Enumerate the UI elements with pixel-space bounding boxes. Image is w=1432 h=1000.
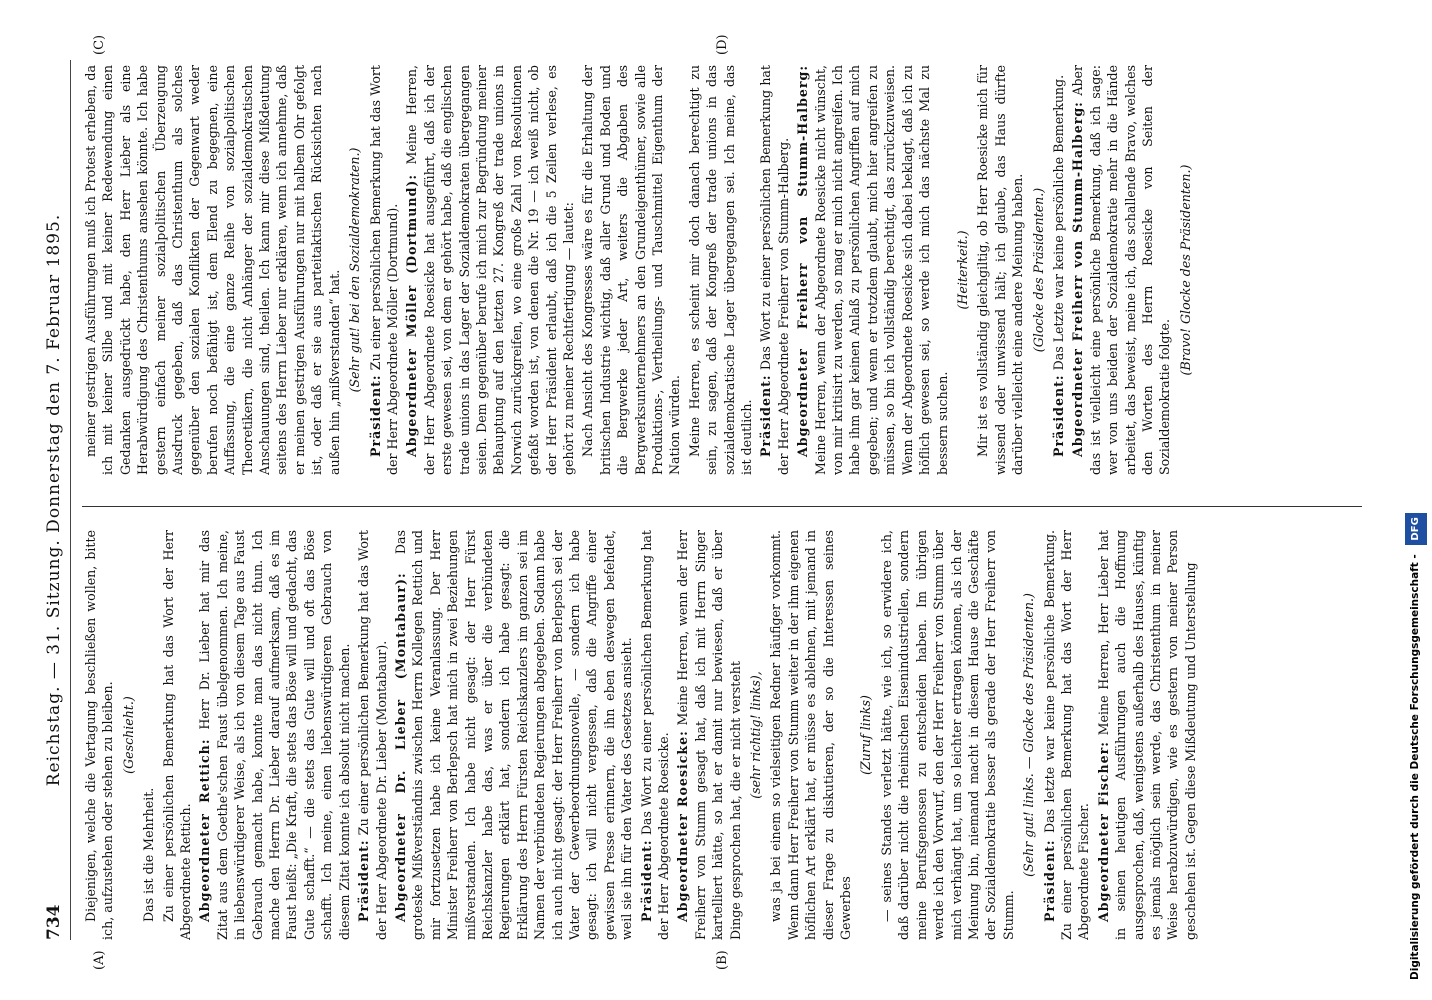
speaker-name: Präsident: — [356, 839, 372, 922]
speaker-name: Abgeordneter Roesicke: — [675, 730, 691, 922]
paragraph — [1041, 530, 1093, 940]
paragraph — [403, 65, 577, 475]
speaker-name: Präsident: — [367, 374, 383, 457]
paragraph-text: was ja bei einem so vielseitigen Redner häufiger vorkommt. Wenn dann Herr Freiherr von Stumm weiter in der ihm eigenen höflichen Art erklärt hat, er müsse es ablehnen, mit jemand in dieser Frage zu diskutieren, der so die Interessen seines Gewerbes — [768, 530, 854, 940]
paragraph-text: Herr Dr. Lieber hat mir das Zitat aus dem Goethe'schen Faust übelgenommen. Ich meine, in liebenswürdigerer Weise, als ich von diesem Tage aus Faust Gebrauch gemacht habe, konnte man das nicht thun. Ich mache den Herrn Dr. Lieber darauf aufmerksam, daß es im Faust heißt: „Die Kraft, die stets das Böse will und gedacht, das Gute schafft.“ — die stets das Gute will und oft das Böse schafft. Ich meine, einen liebenswürdigeren Gebrauch von diesem Zitat konnte ich absolut nicht machen. — [197, 530, 352, 940]
paragraph-text: (sehr richtig! links), — [748, 671, 764, 799]
paragraph-text: Das Letzte war keine persönliche Bemerkung. — [1050, 74, 1066, 371]
interjection — [120, 530, 137, 940]
margin-mark-a: (A) — [92, 950, 107, 970]
paragraph-text: Meine Herren, der Herr Abgeordnete Roesicke hat ausgeführt, daß ich der erste gewesen sei, von dem er gehört habe, daß die englischen trade unions in das Lager der Sozialdemokraten übergegangen seien. Dem gegenüber berufe ich mich zur Begründung meiner Behauptung auf den letzten 27. Kongreß der trade unions in Norwich zurückgreifen, wo eine große Zahl von Resolutionen gefaßt worden ist, von denen die Nr. 19 — ich weiß nicht, ob der Herr Präsident erlaubt, daß ich die 5 Zeilen verlese, es gehört zu meiner Rechtfertigung — lautet: — [404, 65, 576, 475]
paragraph-text: Meine Herren, wenn der Herr Freiherr von Stumm gesagt hat, daß ich mit Herrn Singer kartelliert hätte, so hat er damit nur bewiesen, daß er über Dinge gesprochen hat, die er nicht versteht — [675, 530, 743, 940]
paragraph-text: Das ist die Mehrheit. — [141, 787, 157, 922]
paragraph-text: (Zuruf links) — [858, 695, 874, 775]
speaker-name: Abgeordneter Freiherr von Stumm-Halberg: — [1070, 101, 1086, 457]
paragraph-text: (Sehr gut! links. — Glocke des Präsidenten.) — [1021, 593, 1037, 877]
interjection — [346, 65, 363, 475]
paragraph-text: Meine Herren, wenn der Abgeordnete Roesicke nicht wünscht, von mir kritisirt zu werden, so mag er mich nicht angreifen. Ich habe ihm gar keinen Anlaß zu persönlichen Angriffen auf mich gegeben; und wenn er trotzdem glaubt, mich hier angreifen zu müssen, so bin ich vollständig berechtigt, das zurückzuweisen. Wenn der Abgeordnete Roesicke sich dabei beklagt, daß ich zu höflich gewesen sei, so werde ich mich das nächste Mal zu bessern suchen. — [812, 65, 950, 475]
paragraph — [686, 65, 756, 475]
paragraph — [367, 65, 402, 475]
speaker-name: Abgeordneter Freiherr von Stumm-Halberg: — [795, 65, 811, 457]
paragraph — [674, 530, 744, 940]
paragraph — [767, 530, 854, 940]
paragraph-text: Das Wort zu einer persönlichen Bemerkung hat der Herr Abgeordnete Freiherr von Stumm-Halberg. — [758, 65, 791, 475]
paragraph-text: (Glocke des Präsidenten.) — [1030, 187, 1046, 353]
paragraph — [579, 65, 683, 475]
speaker-name: Abgeordneter Dr. Lieber (Montabaur): — [392, 572, 408, 922]
running-title: Reichstag. — 31. Sitzung. Donnerstag den 7. Februar 1895. — [44, 213, 64, 787]
paragraph-text: Nach Ansicht des Kongresses wäre es für die Erhaltung der britischen Industrie wichtig, daß aller Grund und Boden und die Bergwerke jeder Art, weiters die Abgaben des Bergwerksunternehmers an den Grundeigenthümer, sowie alle Produktions-, Vertheilungs- und Tauschmittel Eigenthum der Nation würden. — [580, 65, 683, 475]
paragraph — [1095, 530, 1199, 940]
paragraph-text: Zu einer persönlichen Bemerkung hat das Wort der Herr Abgeordnete Rettich. — [160, 530, 194, 940]
paragraph-text: Meine Herren, Herr Lieber hat in seinen heutigen Ausführungen auch die Hoffnung ausgesprochen, daß, wenigstens außerhalb des Hauses, künftig es jemals möglich sein werde, das Christenthum in meiner Weise herabzuwürdigen, wie es gestern von meiner Person geschehen ist. Gegen diese Mißdeutung und Unterstellung — [1095, 530, 1198, 940]
paragraph — [974, 65, 1026, 475]
interjection — [747, 530, 764, 940]
paragraph-text: Zu einer persönlichen Bemerkung hat das Wort der Herr Abgeordnete Dr. Lieber (Montabaur). — [356, 530, 389, 940]
paragraph — [140, 530, 157, 940]
speaker-name: Präsident: — [758, 374, 774, 457]
paragraph — [794, 65, 951, 475]
paragraph-text: Das Wort zu einer persönlichen Bemerkung hat der Herr Abgeordnete Roesicke. — [638, 530, 671, 940]
interjection — [954, 65, 971, 475]
speaker-name: Abgeordneter Fischer: — [1095, 741, 1111, 922]
interjection — [1177, 65, 1194, 475]
paragraph-text: Das groteske Mißverständnis zwischen Herrn Kollegen Rettich und mir fortzusetzen habe ich keine Veranlassung. Der Herr Minister Freiherr von Berlepsch hat mich in zwei Beziehungen mißverstanden. Ich habe nicht gesagt: der Herr Fürst Reichskanzler habe das, was er über die verbündeten Regierungen erklärt hat, sondern ich habe gesagt: die Erklärung des Herrn Fürsten Reichskanzlers im ganzen sei im Namen der verbündeten Regierungen abgegeben. Sodann habe ich auch nicht gesagt: der Herr Freiherr von Berlepsch sei der Vater der Gewerbeordnungsnovelle, — sondern ich habe gesagt: ich will nicht vergessen, daß die Angriffe einer gewissen Presse erinnern, die ihn eben deswegen befehdet, weil sie ihn für den Vater des Gesetzes ansieht. — [392, 530, 635, 940]
paragraph-text: (Heiterkeit.) — [954, 230, 970, 310]
speaker-name: Abgeordneter Möller (Dortmund): — [404, 174, 420, 457]
interjection — [1020, 530, 1037, 940]
left-column — [82, 530, 1362, 940]
paragraph-text: Aber das ist vielleicht eine persönliche Bemerkung, daß ich sage: wer von uns beiden der Sozialdemokratie mehr in die Hände arbeitet, das beweist, meine ich, das schallende Bravo, welches den Worten des Herrn Roesicke von Seiten der Sozialdemokratie folgte. — [1070, 65, 1173, 475]
paragraph — [878, 530, 1017, 940]
paragraph-text: Mir ist es vollständig gleichgiltig, ob Herr Roesicke mich für wissend oder unwissend hält; ich glaube, das Haus dürfte darüber vielleicht eine andere Meinung haben. — [975, 65, 1026, 475]
paragraph — [638, 530, 673, 940]
interjection — [1030, 65, 1047, 475]
credit-text: Digitalisierung gefördert durch die Deutsche Forschungsgemeinschaft - — [1409, 554, 1421, 980]
paragraph-text: — seines Standes verletzt hätte, wie ich, so erwidere ich, daß darüber nicht die rheinischen Eisenindustriellen, sondern meine Berufsgenossen zu entscheiden haben. Im übrigen werde ich den Vorwurf, den der Herr Freiherr von Stumm über mich verhängt hat, um so leichter ertragen können, als ich der Meinung bin, niemand macht in diesem Hause die Geschäfte der Sozialdemokratie besser als gerade der Herr Freiherr von Stumm. — [878, 530, 1016, 940]
paragraph-text: (Geschieht.) — [120, 696, 136, 774]
speaker-name: Abgeordneter Rettich: — [197, 738, 213, 922]
paragraph — [82, 530, 117, 940]
speaker-name: Präsident: — [1050, 374, 1066, 457]
interjection — [857, 530, 874, 940]
page-header — [40, 60, 71, 940]
paragraph-text: Das letzte war keine persönliche Bemerkung. Zu einer persönlichen Bemerkung hat das Wort der Herr Abgeordnete Fischer. — [1041, 530, 1092, 940]
margin-mark-c: (C) — [92, 34, 107, 55]
right-column — [82, 65, 1362, 475]
speaker-name: Präsident: — [638, 839, 654, 922]
paragraph-text: Meine Herren, es scheint mir doch danach berechtigt zu sein, zu sagen, daß der Kongreß der trade unions in das sozialdemokratische Lager übergegangen sei. Ich meine, das ist deutlich. — [686, 65, 755, 475]
paragraph-text: Diejenigen, welche die Vertagung beschließen wollen, bitte ich, aufzustehen oder stehen zu bleiben. — [83, 530, 116, 940]
paragraph — [1050, 65, 1067, 475]
page-number: 734 — [44, 904, 64, 940]
column-divider — [82, 506, 1362, 507]
speaker-name: Präsident: — [1041, 839, 1057, 922]
digitization-credit — [1404, 20, 1426, 980]
paragraph — [1069, 65, 1173, 475]
paragraph-text: meiner gestrigen Ausführungen muß ich Protest erheben, da ich mit keiner Silbe und mit keiner Redewendung einen Gedanken ausgedrückt habe, den Herr Lieber als eine Herabwürdigung des Christenthums ansehen könnte. Ich habe gestern einfach meiner sozialpolitischen Überzeugung Ausdruck gegeben, daß das Christenthum als solches gegenüber den sozialen Konflikten der Gegenwart weder berufen noch befähigt ist, dem Elend zu begegnen, eine Auffassung, die eine ganze Reihe von sozialpolitischen Theoretikern, die nicht Anhänger der sozialdemokratischen Anschauungen sind, theilen. Ich kann mir diese Mißdeutung seitens des Herrn Lieber nur erklären, wenn ich annehme, daß er meinen gestrigen Ausführungen nur mit halbem Ohr gefolgt ist, oder daß er sie aus parteitaktischen Rücksichten nach außen hin „mißverstanden“ hat. — [83, 65, 342, 475]
paragraph — [355, 530, 390, 940]
paragraph — [82, 65, 343, 475]
dfg-logo: DFG — [1405, 513, 1427, 544]
paragraph-text: Zu einer persönlichen Bemerkung hat das Wort der Herr Abgeordnete Möller (Dortmund). — [367, 65, 400, 475]
paragraph — [196, 530, 353, 940]
paragraph-text: (Bravo! Glocke des Präsidenten.) — [1177, 164, 1193, 376]
paragraph — [392, 530, 636, 940]
paragraph — [160, 530, 195, 940]
margin-mark-b: (B) — [715, 950, 730, 970]
paragraph — [757, 65, 792, 475]
paragraph-text: (Sehr gut! bei den Sozialdemokraten.) — [347, 147, 363, 393]
margin-mark-d: (D) — [715, 34, 730, 55]
